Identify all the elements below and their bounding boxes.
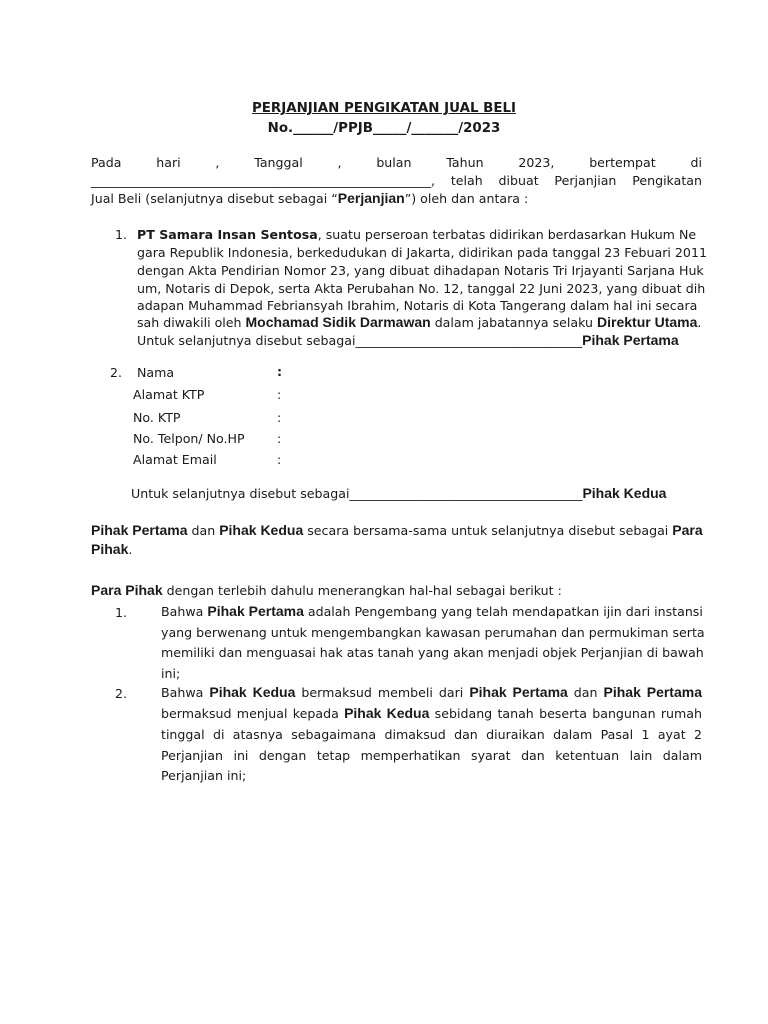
party2-closing: Untuk selanjutnya disebut sebagai_____________________________________Pihak Kedua	[131, 485, 667, 501]
field-label-no-telpon: No. Telpon/ No.HP	[133, 431, 245, 446]
party1-line-4: um, Notaris di Depok, serta Akta Perubahan No. 12, tanggal 22 Juni 2023, yang dibuat dih	[137, 281, 706, 296]
document-title: PERJANJIAN PENGIKATAN JUAL BELI	[251, 101, 517, 116]
field-colon: :	[277, 410, 282, 425]
together-line-1: Pihak Pertama dan Pihak Kedua secara bersama-sama untuk selanjutnya disebut sebagai Para	[91, 522, 703, 538]
together-line-2: Pihak.	[91, 541, 133, 557]
field-colon: :	[277, 387, 282, 402]
party1-line-7: Untuk selanjutnya disebut sebagai____________________________________Pihak Pertama	[137, 332, 679, 348]
party1-line-2: gara Republik Indonesia, berkedudukan di Jakarta, didirikan pada tanggal 23 Febuari 2011	[137, 245, 707, 260]
party1-line-3: dengan Akta Pendirian Nomor 23, yang dibuat dihadapan Notaris Tri Irjayanti Sarjana Huk	[137, 263, 704, 278]
recital-2-line-1: Bahwa Pihak Kedua bermaksud membeli dari Pihak Pertama dan Pihak Pertama	[161, 684, 702, 700]
intro-line-1: Pada hari , Tanggal , bulan Tahun 2023, bertempat di	[91, 155, 702, 170]
recital-2-line-2: bermaksud menjual kepada Pihak Kedua sebidang tanah beserta bangunan rumah	[161, 705, 702, 721]
party1-line-6: sah diwakili oleh Mochamad Sidik Darmawan dalam jabatannya selaku Direktur Utama.	[137, 314, 702, 330]
recital-2-line-3: tinggal di atasnya sebagaimana dimaksud dan diuraikan dalam Pasal 1 ayat 2	[161, 727, 702, 742]
field-label-no-ktp: No. KTP	[133, 410, 181, 425]
party1-line-1: PT Samara Insan Sentosa, suatu perseroan terbatas didirikan berdasarkan Hukum Ne	[137, 227, 697, 242]
recital-2-number: 2.	[115, 686, 128, 701]
document-number: No.______/PPJB_____/_______/2023	[267, 121, 501, 136]
intro-line-2: ______________________________________________________, telah dibuat Perjanjian Pengikatan	[91, 173, 702, 188]
recital-1-line-2: yang berwenang untuk mengembangkan kawasan perumahan dan permukiman serta	[161, 625, 705, 640]
field-label-nama: Nama	[137, 365, 175, 380]
field-colon: :	[277, 452, 282, 467]
party1-line-5: adapan Muhammad Febriansyah Ibrahim, Notaris di Kota Tangerang dalam hal ini secara	[137, 298, 698, 313]
recital-1-line-3: memiliki dan menguasai hak atas tanah yang akan menjadi objek Perjanjian di bawah	[161, 645, 704, 660]
recital-1-line-4: ini;	[161, 666, 181, 681]
recitals-intro: Para Pihak dengan terlebih dahulu menerangkan hal-hal sebagai berikut :	[91, 582, 562, 598]
recital-1-line-1: Bahwa Pihak Pertama adalah Pengembang yang telah mendapatkan ijin dari instansi	[161, 603, 703, 619]
field-label-alamat-ktp: Alamat KTP	[133, 387, 205, 402]
field-label-alamat-email: Alamat Email	[133, 452, 217, 467]
field-colon: :	[277, 364, 283, 379]
party2-number: 2.	[110, 365, 123, 380]
intro-line-3: Jual Beli (selanjutnya disebut sebagai “Perjanjian”) oleh dan antara :	[91, 190, 529, 206]
party1-number: 1.	[115, 227, 128, 242]
recital-2-line-4: Perjanjian ini dengan tetap memperhatikan syarat dan ketentuan lain dalam	[161, 748, 702, 763]
field-colon: :	[277, 431, 282, 446]
recital-2-line-5: Perjanjian ini;	[161, 768, 247, 783]
recital-1-number: 1.	[115, 605, 128, 620]
